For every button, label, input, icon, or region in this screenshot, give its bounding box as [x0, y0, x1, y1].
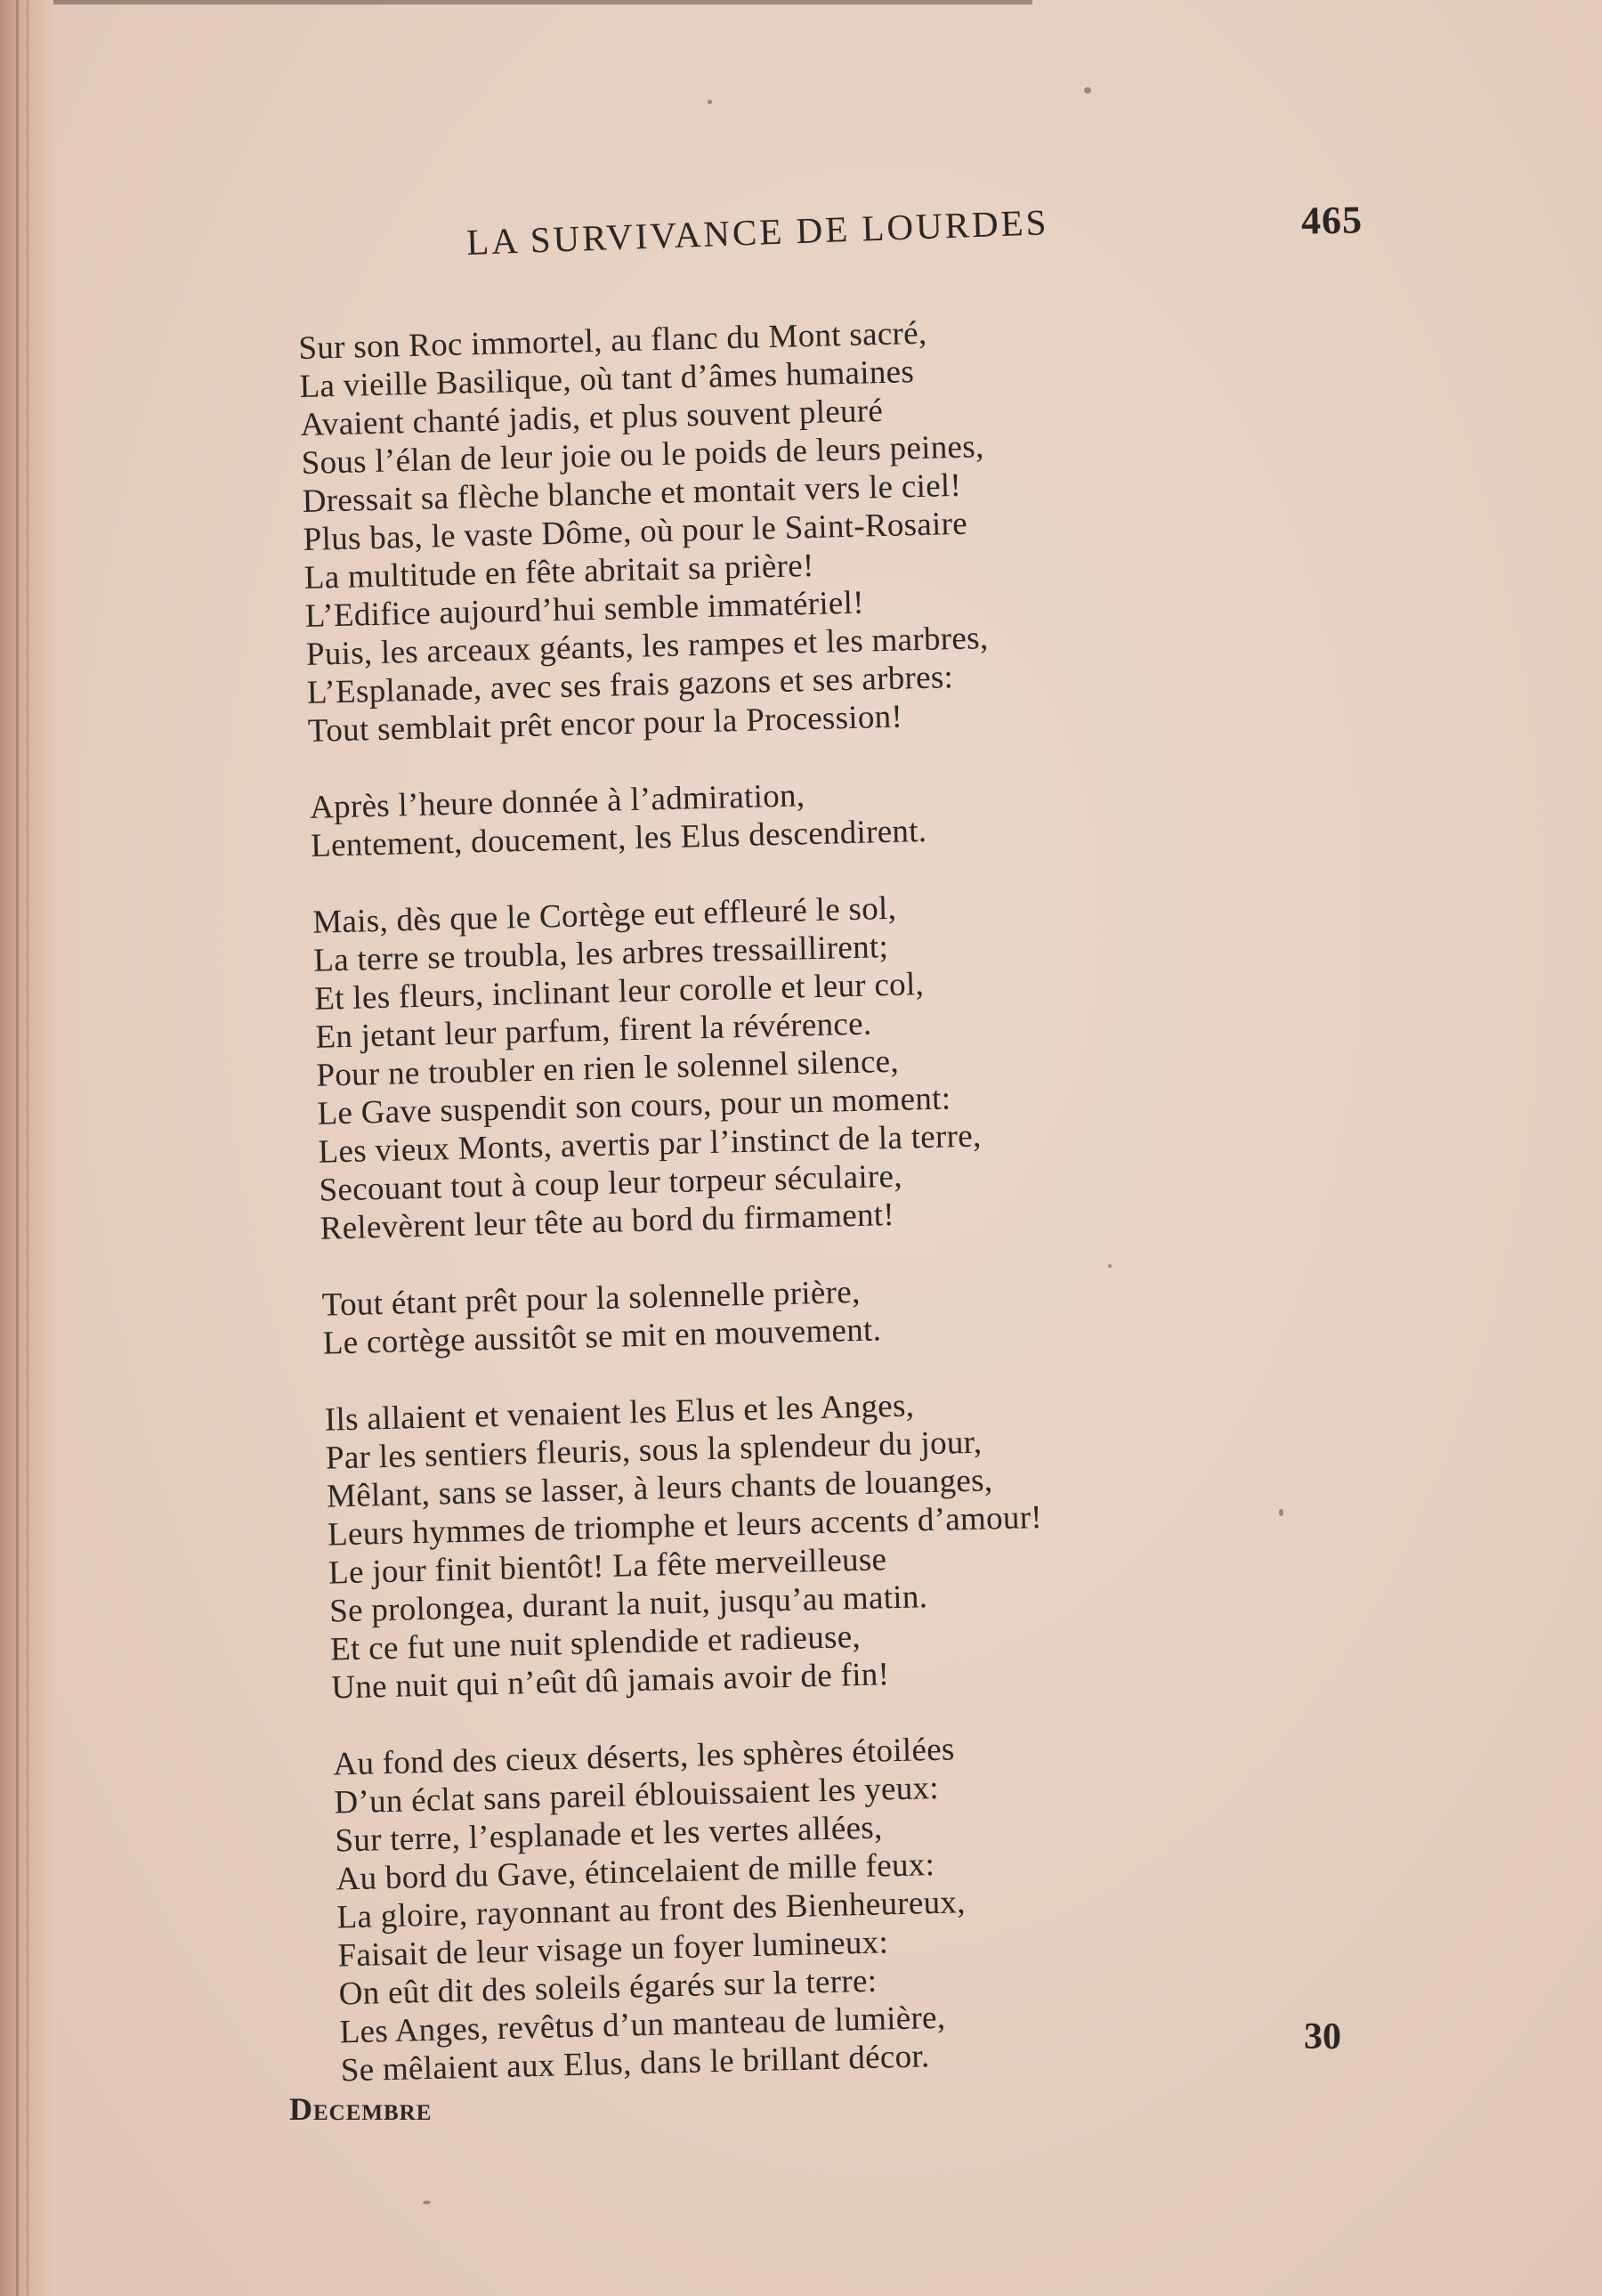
poem-line: Le Gave suspendit son cours, pour un moment: [317, 1080, 951, 1132]
poem-line: Sur son Roc immortel, au flanc du Mont sacré, [298, 314, 927, 367]
poem-line: On eût dit des soleils égarés sur la terre: [338, 1962, 878, 2013]
poem-line: Par les sentiers fleuris, sous la splendeur du jour, [325, 1424, 983, 1477]
poem-line: Après l’heure donnée à l’admiration, [309, 777, 805, 826]
poem-line: Et ce fut une nuit splendide et radieuse, [329, 1619, 862, 1668]
poem-line: Et les fleurs, inclinant leur corolle et leur col, [313, 966, 925, 1018]
poem-line: Ils allaient et venaient les Elus et les Anges, [324, 1387, 915, 1439]
poem-stanza [310, 765, 1273, 864]
poem-line: Se mêlaient aux Elus, dans le brillant décor. [340, 2038, 930, 2089]
poem-line: Le jour finit bientôt! La fête merveilleuse [328, 1541, 887, 1592]
signature-mark: 30 [1304, 2016, 1341, 2057]
poem-stanza [298, 306, 1269, 750]
poem-line: Les Anges, revêtus d’un manteau de lumière, [339, 1999, 946, 2051]
book-binding-edge [0, 0, 55, 2296]
poem [298, 306, 1303, 2129]
poem-line: En jetant leur parfum, firent la révérence. [314, 1005, 872, 1056]
footer-month: Decembre [289, 2091, 433, 2127]
poem-line: Pour ne troubler en rien le solennel silence, [315, 1043, 900, 1094]
poem-stanza [324, 1377, 1292, 1707]
poem-stanza [333, 1722, 1302, 2089]
poem-stanza [321, 1262, 1284, 1362]
binding-line [27, 0, 28, 2296]
poem-line: Mêlant, sans se lasser, à leurs chants de louanges, [326, 1462, 993, 1515]
poem-line: Plus bas, le vaste Dôme, où pour le Saint-Rosaire [303, 505, 968, 558]
poem-line: Les vieux Monts, avertis par l’instinct de la terre, [318, 1117, 982, 1171]
poem-line: Lentement, doucement, les Elus descendirent. [310, 812, 927, 864]
poem-line: Avaient chanté jadis, et plus souvent pleuré [300, 392, 884, 443]
poem-line: Tout semblait prêt encor pour la Procession! [307, 698, 903, 750]
poem-line: Se prolongea, durant la nuit, jusqu’au matin. [328, 1578, 928, 1630]
poem-line: La terre se troubla, les arbres tressaillirent; [312, 929, 889, 979]
page-top-edge [53, 0, 1032, 4]
poem-line: Au bord du Gave, étincelaient de mille feux: [336, 1846, 935, 1898]
paper-speck [1279, 1509, 1283, 1516]
poem-line: Tout étant prêt pour la solennelle prière, [321, 1273, 861, 1324]
paper-speck [423, 2201, 431, 2204]
poem-line: L’Edifice aujourd’hui semble immatériel! [304, 584, 865, 635]
poem-line: Une nuit qui n’eût dû jamais avoir de fin! [330, 1656, 890, 1707]
poem-line: Leurs hymmes de triomphe et leurs accents d’amour! [327, 1498, 1043, 1554]
poem-line: Secouant tout à coup leur torpeur séculaire, [319, 1157, 903, 1209]
poem-line: La multitude en fête abritait sa prière! [303, 547, 815, 596]
poem-line: Faisait de leur visage un foyer lumineux: [337, 1924, 889, 1975]
poem-line: Le cortège aussitôt se mit en mouvement. [322, 1311, 882, 1362]
paper-speck [1084, 87, 1091, 93]
poem-line: Mais, dès que le Cortège eut effleuré le sol, [312, 889, 897, 941]
binding-line [16, 0, 19, 2296]
page-number: 465 [1300, 198, 1363, 243]
poem-line: Relevèrent leur tête au bord du firmament! [320, 1196, 895, 1247]
paper-speck [708, 100, 712, 104]
running-title: LA SURVIVANCE DE LOURDES [465, 201, 1050, 264]
poem-line: La vieille Basilique, où tant d’âmes humaines [299, 353, 915, 405]
poem-line: Dressait sa flèche blanche et montait vers le ciel! [302, 467, 962, 520]
poem-line: La gloire, rayonnant au front des Bienheureux, [336, 1884, 967, 1936]
poem-line: Puis, les arceaux géants, les rampes et les marbres, [305, 620, 989, 673]
poem-line: D’un éclat sans pareil éblouissaient les yeux: [333, 1769, 940, 1821]
poem-line: L’Esplanade, avec ses frais gazons et ses arbres: [306, 659, 954, 711]
poem-line: Sous l’élan de leur joie ou le poids de leurs peines, [301, 428, 984, 482]
poem-stanza [312, 880, 1282, 1247]
poem-line: Au fond des cieux déserts, les sphères étoilées [332, 1731, 956, 1783]
paper-speck [1108, 1264, 1112, 1268]
poem-line: Sur terre, l’esplanade et les vertes allées, [334, 1809, 884, 1860]
